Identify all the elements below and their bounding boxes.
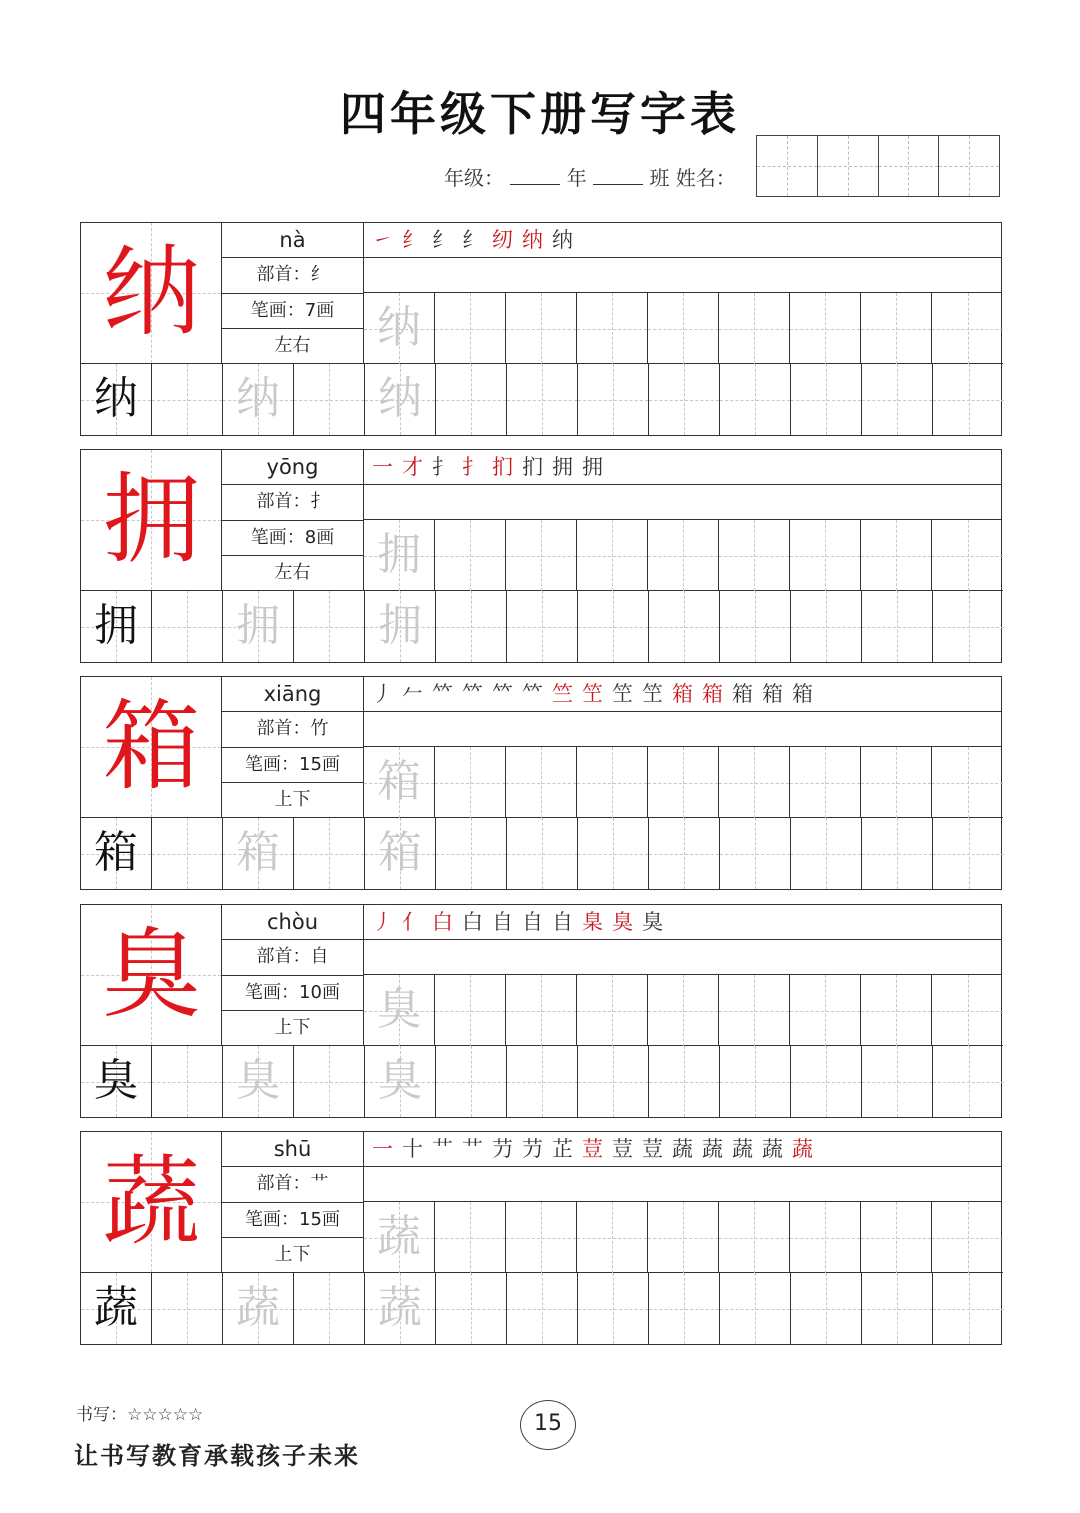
writing-cell[interactable] [435, 520, 506, 591]
pinyin: nà [222, 223, 363, 258]
writing-cell[interactable] [435, 293, 506, 364]
name-label: 姓名： [675, 166, 736, 190]
stroke-order [364, 1132, 1001, 1167]
writing-cell[interactable] [506, 747, 577, 818]
model-char: 蔬 [102, 1145, 201, 1259]
stroke-step: 白 [462, 910, 483, 934]
writing-cell[interactable] [578, 1046, 649, 1117]
writing-cell[interactable] [649, 364, 720, 435]
radical: 部首：艹 [222, 1167, 363, 1202]
writing-cell[interactable] [861, 520, 932, 591]
stroke-order [364, 223, 1001, 258]
stroke-step: 纟 [432, 228, 453, 252]
stroke-step: 扪 [492, 455, 513, 479]
writing-cell[interactable] [648, 747, 719, 818]
class-suffix: 班 [649, 166, 670, 190]
character-block [80, 904, 1002, 1118]
stroke-step: 扌 [462, 455, 483, 479]
stroke-step: 芷 [552, 1137, 573, 1161]
writing-cell[interactable] [648, 975, 719, 1046]
writing-row [81, 1046, 1004, 1117]
stroke-step: 自 [522, 910, 543, 934]
char-info [222, 905, 364, 1046]
stroke-step: 箱 [762, 682, 783, 706]
writing-cell[interactable] [577, 293, 648, 364]
writing-cell[interactable] [506, 975, 577, 1046]
writing-cell[interactable] [364, 293, 435, 364]
name-box[interactable] [757, 136, 818, 196]
stroke-order [364, 905, 1001, 940]
writing-cell[interactable] [862, 818, 933, 889]
grade-label: 年级： [444, 166, 504, 190]
stroke-step: 丿 [372, 910, 393, 934]
trace-char: 纳 [377, 302, 421, 353]
trace-char: 拥 [236, 600, 280, 651]
writing-cell[interactable] [933, 1273, 1004, 1344]
stroke-order [364, 450, 1001, 485]
stroke-step: 扪 [522, 455, 543, 479]
stroke-step: 箱 [702, 682, 723, 706]
blank-row [364, 940, 1001, 975]
writing-cell[interactable] [720, 818, 791, 889]
stroke-step: 箱 [672, 682, 693, 706]
name-boxes [756, 135, 1000, 197]
stroke-step: 才 [402, 455, 423, 479]
stroke-count: 笔画：7画 [222, 294, 363, 329]
model-char-cell [81, 677, 222, 818]
stroke-step: 箱 [792, 682, 813, 706]
writing-cell[interactable] [720, 1273, 791, 1344]
writing-cell[interactable] [932, 975, 1003, 1046]
stroke-step: 荳 [642, 1137, 663, 1161]
stroke-step: 蔬 [732, 1137, 753, 1161]
writing-cell[interactable] [364, 520, 435, 591]
pinyin: yōng [222, 450, 363, 485]
writing-cell[interactable] [81, 591, 152, 662]
writing-cell[interactable] [578, 364, 649, 435]
writing-cell[interactable] [790, 293, 861, 364]
writing-cell[interactable] [223, 1046, 294, 1117]
char-info [222, 1132, 364, 1273]
writing-cell[interactable] [152, 818, 223, 889]
writing-cell[interactable] [507, 591, 578, 662]
stroke-count: 笔画：15画 [222, 1203, 363, 1238]
writing-cell[interactable] [152, 591, 223, 662]
trace-char: 臭 [236, 1055, 280, 1106]
grade-year-blank[interactable] [510, 167, 560, 185]
trace-char: 蔬 [378, 1282, 422, 1333]
writing-cell[interactable] [577, 975, 648, 1046]
sample-char: 拥 [94, 600, 138, 651]
writing-rating: 书写：☆☆☆☆☆ [76, 1405, 204, 1425]
pinyin: chòu [222, 905, 363, 940]
writing-cell[interactable] [719, 293, 790, 364]
writing-cell[interactable] [720, 591, 791, 662]
stroke-step: 荳 [582, 1137, 603, 1161]
name-box[interactable] [879, 136, 940, 196]
writing-cell[interactable] [506, 520, 577, 591]
writing-cell[interactable] [791, 1046, 862, 1117]
writing-cell[interactable] [81, 818, 152, 889]
sample-char: 箱 [94, 827, 138, 878]
writing-cell[interactable] [294, 1273, 365, 1344]
writing-row [364, 1202, 1003, 1273]
writing-cell[interactable] [294, 1046, 365, 1117]
writing-cell[interactable] [436, 364, 507, 435]
radical: 部首：纟 [222, 258, 363, 293]
writing-cell[interactable] [861, 293, 932, 364]
writing-cell[interactable] [81, 1046, 152, 1117]
writing-cell[interactable] [719, 1202, 790, 1273]
writing-cell[interactable] [861, 975, 932, 1046]
stroke-step: 纫 [492, 228, 513, 252]
writing-cell[interactable] [223, 591, 294, 662]
writing-cell[interactable] [152, 1273, 223, 1344]
blank-row [364, 258, 1001, 293]
stroke-step: 臭 [612, 910, 633, 934]
writing-cell[interactable] [365, 1273, 436, 1344]
stroke-count: 笔画：8画 [222, 521, 363, 556]
writing-row [364, 293, 1003, 364]
stroke-step: 扌 [432, 455, 453, 479]
writing-cell[interactable] [791, 1273, 862, 1344]
radical: 部首：扌 [222, 485, 363, 520]
writing-cell[interactable] [507, 1046, 578, 1117]
stroke-step: 荳 [612, 1137, 633, 1161]
writing-cell[interactable] [152, 364, 223, 435]
writing-cell[interactable] [861, 1202, 932, 1273]
stroke-step: 𥫗 [462, 682, 483, 706]
trace-char: 臭 [378, 1055, 422, 1106]
writing-cell[interactable] [223, 364, 294, 435]
writing-cell[interactable] [862, 364, 933, 435]
stroke-step: 亻 [402, 910, 423, 934]
stroke-step: 𥫗 [432, 682, 453, 706]
writing-cell[interactable] [365, 591, 436, 662]
writing-cell[interactable] [578, 818, 649, 889]
character-block [80, 676, 1002, 890]
writing-cell[interactable] [365, 818, 436, 889]
stroke-step: 拥 [582, 455, 603, 479]
sample-char: 臭 [94, 1055, 138, 1106]
trace-char: 臭 [377, 984, 421, 1035]
writing-cell[interactable] [719, 520, 790, 591]
stroke-step: 芀 [492, 1137, 513, 1161]
writing-cell[interactable] [577, 520, 648, 591]
writing-cell[interactable] [436, 818, 507, 889]
writing-cell[interactable] [436, 591, 507, 662]
writing-cell[interactable] [506, 1202, 577, 1273]
writing-cell[interactable] [294, 591, 365, 662]
writing-cell[interactable] [932, 293, 1003, 364]
stroke-step: 一 [372, 455, 393, 479]
writing-cell[interactable] [649, 591, 720, 662]
writing-cell[interactable] [790, 520, 861, 591]
writing-cell[interactable] [81, 1273, 152, 1344]
model-char-cell [81, 223, 222, 364]
writing-cell[interactable] [649, 1273, 720, 1344]
writing-cell[interactable] [790, 747, 861, 818]
character-block [80, 222, 1002, 436]
writing-cell[interactable] [933, 591, 1004, 662]
writing-cell[interactable] [435, 1202, 506, 1273]
model-char: 纳 [102, 236, 201, 350]
writing-cell[interactable] [720, 364, 791, 435]
stroke-step: 十 [402, 1137, 423, 1161]
name-box[interactable] [939, 136, 999, 196]
writing-cell[interactable] [648, 520, 719, 591]
stroke-step: 纟 [462, 228, 483, 252]
student-info-line [444, 162, 736, 192]
writing-row [364, 520, 1003, 591]
character-block [80, 449, 1002, 663]
trace-char: 蔬 [377, 1211, 421, 1262]
stroke-step: 𥫗 [492, 682, 513, 706]
writing-cell[interactable] [719, 747, 790, 818]
writing-cell[interactable] [152, 1046, 223, 1117]
writing-cell[interactable] [932, 1202, 1003, 1273]
stroke-step: 纳 [552, 228, 573, 252]
radical: 部首：自 [222, 940, 363, 975]
writing-cell[interactable] [933, 1046, 1004, 1117]
blank-row [364, 485, 1001, 520]
stroke-step: 臭 [642, 910, 663, 934]
writing-cell[interactable] [435, 975, 506, 1046]
model-char: 臭 [102, 918, 201, 1032]
class-blank[interactable] [593, 167, 643, 185]
stroke-step: 艹 [432, 1137, 453, 1161]
model-char: 拥 [102, 463, 201, 577]
page-title: 四年级下册写字表 [340, 87, 740, 141]
stroke-step: 纟 [402, 228, 423, 252]
writing-cell[interactable] [720, 1046, 791, 1117]
stroke-step: 蔬 [762, 1137, 783, 1161]
writing-cell[interactable] [933, 364, 1004, 435]
char-info [222, 677, 364, 818]
writing-cell[interactable] [294, 818, 365, 889]
writing-cell[interactable] [435, 747, 506, 818]
writing-cell[interactable] [364, 747, 435, 818]
writing-cell[interactable] [577, 1202, 648, 1273]
stroke-count: 笔画：10画 [222, 976, 363, 1011]
stroke-order [364, 677, 1001, 712]
year-suffix: 年 [566, 166, 587, 190]
writing-cell[interactable] [364, 975, 435, 1046]
stroke-step: 蔬 [792, 1137, 813, 1161]
char-info [222, 450, 364, 591]
writing-cell[interactable] [790, 975, 861, 1046]
trace-char: 纳 [378, 373, 422, 424]
stroke-step: 一 [372, 1137, 393, 1161]
stroke-step: 丿 [372, 682, 393, 706]
writing-cell[interactable] [223, 818, 294, 889]
sample-char: 纳 [94, 373, 138, 424]
radical: 部首：竹 [222, 712, 363, 747]
writing-cell[interactable] [932, 520, 1003, 591]
writing-cell[interactable] [791, 364, 862, 435]
writing-cell[interactable] [507, 1273, 578, 1344]
trace-char: 拥 [377, 529, 421, 580]
structure: 左右 [274, 334, 311, 356]
stroke-step: 笁 [612, 682, 633, 706]
writing-cell[interactable] [436, 1046, 507, 1117]
writing-row [81, 591, 1004, 662]
trace-char: 蔬 [236, 1282, 280, 1333]
writing-cell[interactable] [223, 1273, 294, 1344]
model-char-cell [81, 905, 222, 1046]
writing-cell[interactable] [507, 364, 578, 435]
writing-row [81, 364, 1004, 435]
slogan: 让书写教育承载孩子未来 [74, 1441, 360, 1470]
character-block [80, 1131, 1002, 1345]
stroke-step: 自 [552, 910, 573, 934]
writing-row [364, 747, 1003, 818]
stroke-step: 𥫗 [522, 682, 543, 706]
pinyin: xiāng [222, 677, 363, 712]
stroke-step: 自 [492, 910, 513, 934]
writing-cell[interactable] [294, 364, 365, 435]
writing-cell[interactable] [649, 818, 720, 889]
writing-cell[interactable] [649, 1046, 720, 1117]
trace-char: 箱 [377, 756, 421, 807]
stroke-step: 纳 [522, 228, 543, 252]
blank-row [364, 712, 1001, 747]
writing-cell[interactable] [507, 818, 578, 889]
stroke-step: 白 [432, 910, 453, 934]
model-char-cell [81, 450, 222, 591]
name-box[interactable] [818, 136, 879, 196]
writing-cell[interactable] [862, 591, 933, 662]
writing-cell[interactable] [719, 975, 790, 1046]
writing-cell[interactable] [791, 591, 862, 662]
stroke-step: ㇀ [372, 228, 393, 252]
writing-cell[interactable] [365, 364, 436, 435]
structure: 上下 [274, 1243, 311, 1265]
writing-cell[interactable] [81, 364, 152, 435]
writing-cell[interactable] [577, 747, 648, 818]
stroke-count: 笔画：15画 [222, 748, 363, 783]
writing-cell[interactable] [436, 1273, 507, 1344]
writing-cell[interactable] [862, 1273, 933, 1344]
stroke-step: 艹 [462, 1137, 483, 1161]
trace-char: 拥 [378, 600, 422, 651]
char-info [222, 223, 364, 364]
trace-char: 箱 [378, 827, 422, 878]
structure: 上下 [274, 1016, 311, 1038]
writing-cell[interactable] [364, 1202, 435, 1273]
writing-cell[interactable] [578, 591, 649, 662]
writing-row [81, 1273, 1004, 1344]
stroke-step: 拥 [552, 455, 573, 479]
structure: 上下 [274, 788, 311, 810]
writing-cell[interactable] [933, 818, 1004, 889]
writing-cell[interactable] [365, 1046, 436, 1117]
stroke-step: 芀 [522, 1137, 543, 1161]
writing-cell[interactable] [861, 747, 932, 818]
stroke-step: 竺 [552, 682, 573, 706]
structure: 左右 [274, 561, 311, 583]
writing-row [364, 975, 1003, 1046]
model-char: 箱 [102, 690, 201, 804]
writing-cell[interactable] [932, 747, 1003, 818]
model-char-cell [81, 1132, 222, 1273]
page-number: 15 [520, 1400, 576, 1450]
blank-row [364, 1167, 1001, 1202]
writing-cell[interactable] [648, 293, 719, 364]
writing-cell[interactable] [790, 1202, 861, 1273]
pinyin: shū [222, 1132, 363, 1167]
trace-char: 箱 [236, 827, 280, 878]
sample-char: 蔬 [94, 1282, 138, 1333]
writing-cell[interactable] [648, 1202, 719, 1273]
stroke-step: 𠂉 [402, 682, 423, 706]
stroke-step: 蔬 [672, 1137, 693, 1161]
stroke-step: 笁 [642, 682, 663, 706]
writing-cell[interactable] [578, 1273, 649, 1344]
stroke-step: 箱 [732, 682, 753, 706]
stroke-step: 笁 [582, 682, 603, 706]
writing-cell[interactable] [791, 818, 862, 889]
writing-cell[interactable] [862, 1046, 933, 1117]
writing-cell[interactable] [506, 293, 577, 364]
trace-char: 纳 [236, 373, 280, 424]
stroke-step: 蔬 [702, 1137, 723, 1161]
stroke-step: 臬 [582, 910, 603, 934]
writing-row [81, 818, 1004, 889]
